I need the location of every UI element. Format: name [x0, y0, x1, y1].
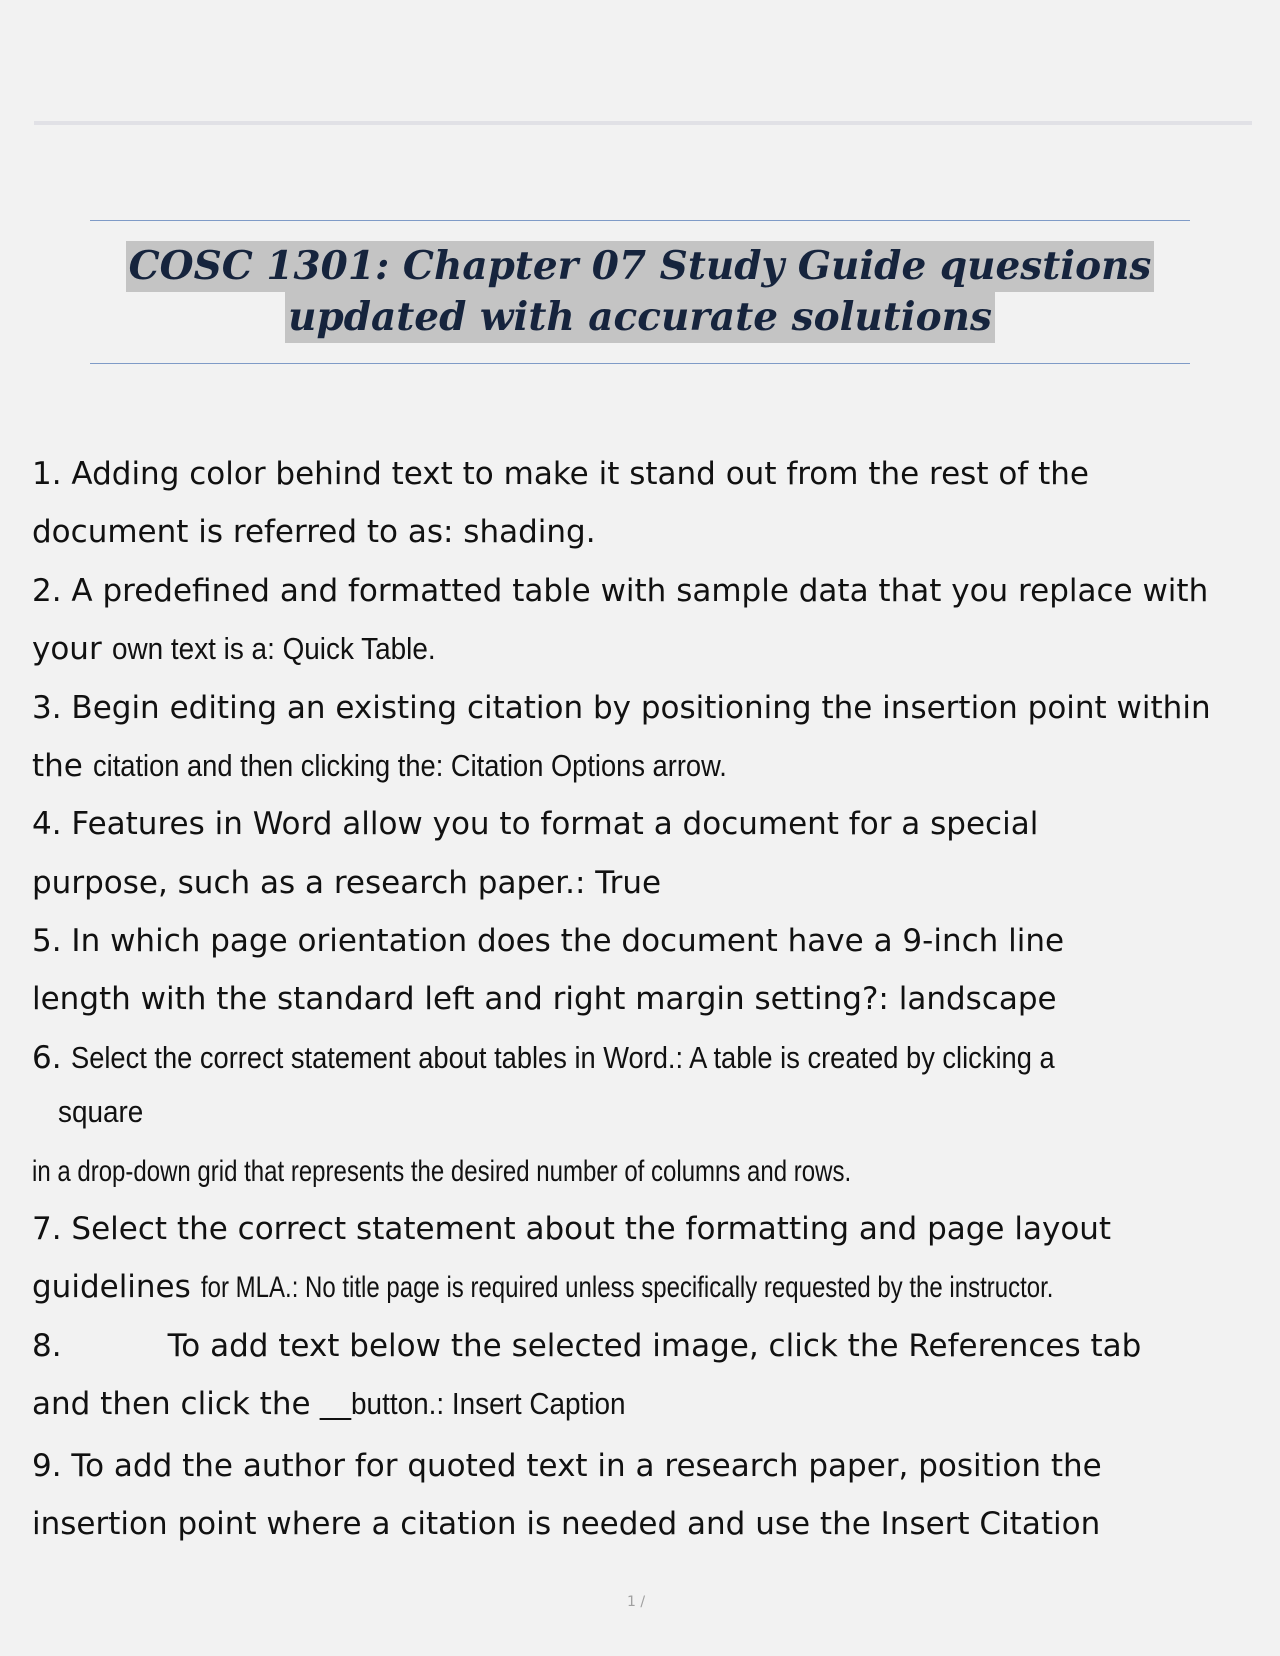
question-7-line-2 — [32, 1267, 1266, 1308]
question-8-line-2-start: and then click the — [32, 1386, 321, 1422]
question-2-answer: own text is a: Quick Table. — [111, 631, 436, 666]
question-6-line-1 — [32, 1038, 1189, 1078]
question-9-line-2: insertion point where a citation is needed and use the Insert Citation — [32, 1506, 1101, 1542]
question-9-line-1: 9. To add the author for quoted text in a research paper, position the — [32, 1448, 1102, 1484]
question-5-line-1: 5. In which page orientation does the document have a 9-inch line — [32, 923, 1065, 959]
question-6-continuation: square — [58, 1094, 144, 1129]
question-6-number: 6. — [32, 1040, 72, 1076]
question-3-line-1: 3. Begin editing an existing citation by positioning the insertion point within — [32, 690, 1211, 726]
document-title-line-1: COSC 1301: Chapter 07 Study Guide questions — [126, 241, 1155, 292]
question-6-answer: in a drop-down grid that represents the desired number of columns and rows. — [32, 1155, 852, 1188]
question-8-answer: __button.: Insert Caption — [320, 1386, 626, 1421]
question-6-line-2 — [58, 1092, 153, 1132]
question-8-line-2 — [32, 1384, 660, 1424]
question-7-line-2-start: guidelines — [32, 1269, 201, 1305]
document-title-line-2: updated with accurate solutions — [285, 292, 995, 343]
question-7-answer: for MLA.: No title page is required unless specifically requested by the instructor. — [200, 1271, 1054, 1304]
question-3-answer: citation and then clicking the: Citation Options arrow. — [92, 748, 727, 783]
question-4-line-2: purpose, such as a research paper.: True — [32, 865, 662, 901]
question-1-line-2: document is referred to as: shading. — [32, 514, 596, 550]
question-2-line-2-start: your — [32, 631, 112, 667]
page-number: 1 / — [627, 1594, 646, 1610]
header-divider — [34, 121, 1252, 125]
question-1-line-1: 1. Adding color behind text to make it stand out from the rest of the — [32, 456, 1089, 492]
question-8-number: 8. — [32, 1328, 62, 1364]
question-3-line-2 — [32, 746, 813, 786]
question-8-line-1 — [32, 1326, 1141, 1366]
question-2-line-2 — [32, 629, 471, 669]
document-title-block — [90, 220, 1190, 364]
question-3-line-2-start: the — [32, 748, 93, 784]
question-6-text: Select the correct statement about tables in Word.: A table is created by clicking a — [71, 1040, 1056, 1075]
question-4-line-1: 4. Features in Word allow you to format a document for a special — [32, 806, 1039, 842]
question-2-line-1: 2. A predefined and formatted table with sample data that you replace with — [32, 573, 1209, 609]
question-6-line-3 — [32, 1151, 1056, 1192]
question-7-line-1: 7. Select the correct statement about the formatting and page layout — [32, 1211, 1112, 1247]
question-8-text: To add text below the selected image, click the References tab — [167, 1328, 1142, 1364]
question-5-line-2: length with the standard left and right margin setting?: landscape — [32, 981, 1057, 1017]
